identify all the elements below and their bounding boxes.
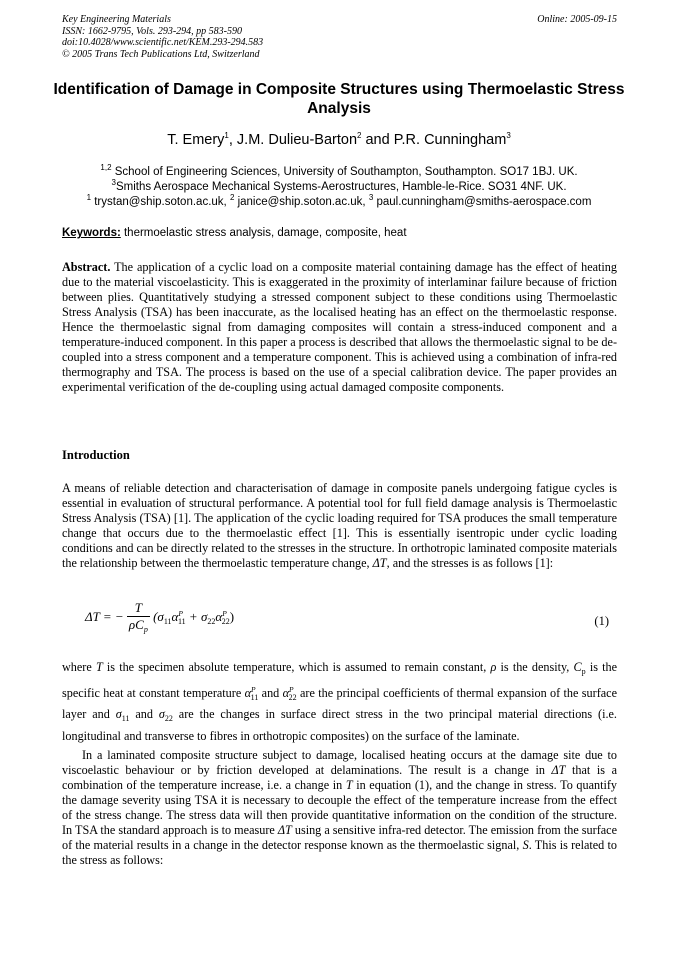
- affiliation-1-sup: 1,2: [100, 163, 112, 173]
- where-t4: is the specific heat at constant temperature: [62, 660, 618, 700]
- where-s22: σ: [158, 707, 165, 721]
- eq-s22-sub: 22: [207, 616, 216, 626]
- intro-p1-text: A means of reliable detection and characterisation of damage in composite panels undergoing fatigue cycles is essential in evaluation of structural performance. A potential tool for full field damage analysis is Thermoelastic Stress Analysis (TSA) [1]. The application of the cyclic loading required for TSA produces the small temperature change that occurs due to the thermoelastic effect [1]. This is essentially isentropic under cyclic loading conditions and can be directly related to the stresses in the structure. In orthotropic laminated composite materials the relationship between the thermoelastic temperature change,: [62, 481, 617, 570]
- email-3-sup: 3: [368, 193, 374, 203]
- where-a22-sub: 22: [288, 692, 297, 702]
- keywords: [62, 227, 617, 239]
- lam-t1: In a laminated composite structure subject to damage, localised heating occurs at the damage site due to viscoelastic behaviour or by friction developed at delaminations. The result is a change in: [62, 748, 617, 777]
- where-paragraph: [62, 659, 617, 745]
- abstract: [62, 260, 617, 395]
- copyright-line: © 2005 Trans Tech Publications Ltd, Switzerland: [62, 48, 260, 60]
- lam-dt2: ΔT: [277, 823, 292, 837]
- eq-close: ): [229, 608, 235, 624]
- where-t3: is the density,: [496, 660, 574, 674]
- keywords-label: Keywords:: [62, 227, 121, 239]
- author-2-sup: 2: [357, 131, 362, 141]
- where-t1: where: [62, 660, 96, 674]
- where-Cp-sub: p: [581, 667, 586, 676]
- intro-p1-end: , and the stresses is as follows [1]:: [386, 556, 554, 570]
- where-s22-sub: 22: [164, 714, 173, 723]
- journal-name: Key Engineering Materials: [62, 14, 171, 25]
- where-t7: and: [129, 707, 159, 721]
- eq-alpha-2: α: [215, 608, 223, 624]
- where-a11-sup: P: [251, 684, 256, 694]
- affiliation-2: [50, 180, 628, 195]
- journal-header: [62, 14, 617, 60]
- eq-terms: [153, 609, 234, 624]
- affiliations: [50, 165, 628, 210]
- where-rho: ρ: [490, 660, 497, 674]
- lam-T: T: [345, 778, 353, 792]
- lam-dt1: ΔT: [551, 763, 566, 777]
- abstract-label: Abstract.: [62, 260, 111, 274]
- intro-p1-dt: ΔT: [372, 556, 387, 570]
- where-Cp: C: [573, 660, 582, 674]
- where-t2: is the specimen absolute temperature, which is assumed to remain constant,: [102, 660, 491, 674]
- issn-line: ISSN: 1662-9795, Vols. 293-294, pp 583-590: [62, 25, 242, 37]
- author-1-sup: 1: [224, 131, 229, 141]
- email-2[interactable]: janice@ship.soton.ac.uk,: [234, 196, 369, 208]
- where-t5: and: [258, 685, 283, 700]
- introduction-paragraph-1: [62, 481, 617, 571]
- eq-alpha-1-sup: P: [178, 608, 183, 618]
- where-a11-sub: 11: [250, 692, 259, 702]
- affiliation-1-text: School of Engineering Sciences, University of Southampton, Southampton. SO17 1BJ. UK.: [111, 166, 578, 178]
- eq-s11-sub: 11: [163, 616, 172, 626]
- laminated-text: [62, 748, 617, 868]
- where-s11: σ: [115, 707, 122, 721]
- author-1: T. Emery: [167, 132, 225, 148]
- lam-t4: using a sensitive infra-red detector. The emission from the surface of the material results in a change in the detector response known as the thermoelastic signal,: [62, 823, 617, 852]
- online-date: Online: 2005-09-15: [537, 14, 617, 25]
- author-3-sup: 3: [506, 131, 511, 141]
- paper-title: Identification of Damage in Composite Structures using Thermoelastic Stress Analysis: [53, 81, 625, 117]
- equation-number: (1): [594, 614, 609, 628]
- email-line: [50, 195, 628, 210]
- affiliation-2-text: Smiths Aerospace Mechanical Systems-Aerostructures, Hamble-le-Rice. SO31 4NF. UK.: [115, 181, 567, 193]
- lam-S: S: [522, 838, 529, 852]
- eq-open: (σ: [153, 608, 164, 624]
- equation-body: [85, 600, 234, 634]
- eq-numerator: T: [127, 600, 150, 617]
- eq-alpha-1: α: [171, 608, 179, 624]
- keywords-text: thermoelastic stress analysis, damage, composite, heat: [120, 227, 407, 239]
- lam-t5: . This is related to the stress as follows:: [62, 838, 617, 867]
- eq-denominator: [127, 617, 150, 634]
- where-a11: α: [244, 685, 252, 700]
- where-t6: are the principal coefficients of thermal expansion of the surface layer and: [62, 685, 617, 721]
- eq-plus: + σ: [185, 608, 208, 624]
- lam-t2: that is a combination of the temperature increase, i.e. a change in: [62, 763, 617, 792]
- equation-1: [85, 600, 615, 644]
- doi-line: doi:10.4028/www.scientific.net/KEM.293-294.583: [62, 37, 264, 48]
- email-1-sup: 1: [86, 193, 92, 203]
- eq-lhs: ΔT = −: [85, 609, 124, 624]
- email-1[interactable]: trystan@ship.soton.ac.uk,: [91, 196, 230, 208]
- eq-fraction: [127, 600, 150, 634]
- affiliation-2-sup: 3: [111, 178, 116, 188]
- where-a22: α: [282, 685, 290, 700]
- email-3[interactable]: paul.cunningham@smiths-aerospace.com: [373, 196, 592, 208]
- eq-den-sub: p: [143, 625, 148, 634]
- eq-alpha-1-sub: 11: [177, 616, 186, 626]
- eq-alpha-2-sup: P: [222, 608, 227, 618]
- affiliation-1: [50, 165, 628, 180]
- where-a22-sup: P: [289, 684, 294, 694]
- where-t8: are the changes in surface direct stress in the two principal material directions (i.e. longitudinal and transverse to fibres in orthotropic composites) on the surface of the laminate.: [62, 707, 617, 743]
- author-3: and P.R. Cunningham: [361, 132, 507, 148]
- where-s11-sub: 11: [121, 714, 130, 723]
- author-list: [50, 131, 628, 149]
- abstract-text: The application of a cyclic load on a composite material containing damage has the effect of heating due to the material viscoelasticity. This is exaggerated in the proximity of interlaminar failure because of friction between plies. Quantitatively studying a stressed component subject to these conditions using Thermoelastic Stress Analysis (TSA) has been inaccurate, as the localised heating has an effect on the thermoelastic response. Hence the thermoelastic signal from damaging composites will contain a stress-induced component and a temperature-induced component. In this paper a process is described that allows the thermoelastic signal to be de-coupled into a stress component and a temperature component. This is achieved using a combination of infra-red thermography and TSA. The process is based on the use of a special calibration device. The paper provides an experimental verification of the de-coupling using actual damaged composite components.: [62, 260, 617, 394]
- where-T: T: [95, 660, 103, 674]
- author-2: , J.M. Dulieu-Barton: [228, 132, 358, 148]
- lam-t3: in equation (1), and the change in stress. To quantify the damage severity using TSA it is necessary to decouple the effect of the temperature increase from the effect of the stress change. The stress data will then provide quantitative information on the condition of the structure. In TSA the standard approach is to measure: [62, 778, 618, 837]
- email-2-sup: 2: [229, 193, 235, 203]
- introduction-heading: Introduction: [62, 448, 130, 462]
- laminated-paragraph: [62, 748, 617, 868]
- eq-den-text: ρC: [128, 617, 144, 632]
- eq-alpha-2-sub: 22: [221, 616, 230, 626]
